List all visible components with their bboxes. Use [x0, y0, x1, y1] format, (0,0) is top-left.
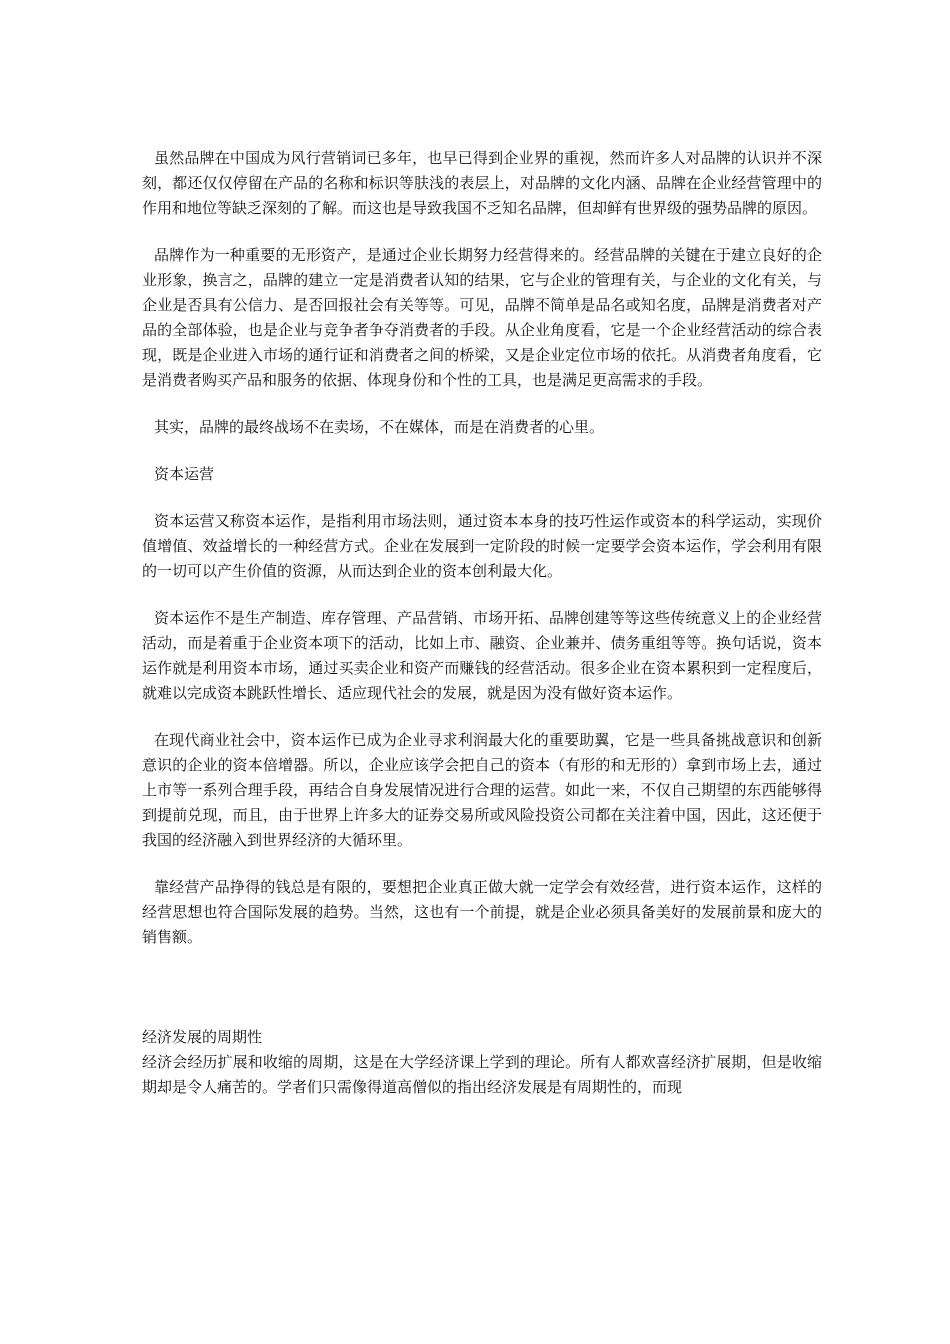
paragraph-brand-asset: 品牌作为一种重要的无形资产，是通过企业长期努力经营得来的。经营品牌的关键在于建立良好的企业形象，换言之，品牌的建立一定是消费者认知的结果，它与企业的管理有关，与企业的文化有关，与企业是否具有公信力、是否回报社会有关等等。可见，品牌不简单是品名或知名度，品牌是消费者对产品的全部体验，也是企业与竞争者争夺消费者的手段。从企业角度看，它是一个企业经营活动的综合表现，既是企业进入市场的通行证和消费者之间的桥梁，又是企业定位市场的依托。从消费者角度看，它是消费者购买产品和服务的依据、体现身份和个性的工具，也是满足更高需求的手段。 [142, 246, 822, 389]
paragraph-brand-battlefield: 其实，品牌的最终战场不在卖场，不在媒体，而是在消费者的心里。 [154, 418, 605, 436]
section-title: 经济发展的周期性 [142, 1028, 263, 1046]
paragraph-capital-definition: 资本运营又称资本运作，是指利用市场法则，通过资本本身的技巧性运作或资本的科学运动，实现价值增值、效益增长的一种经营方式。企业在发展到一定阶段的时候一定要学会资本运作，学会利用有限的一切可以产生价值的资源，从而达到企业的资本创利最大化。 [142, 512, 822, 580]
section-text: 经济会经历扩展和收缩的周期，这是在大学经济课上学到的理论。所有人都欢喜经济扩展期，但是收缩期却是令人痛苦的。学者们只需像得道高僧似的指出经济发展是有周期性的，而现 [142, 1053, 822, 1096]
paragraph-capital-limits: 靠经营产品挣得的钱总是有限的，要想把企业真正做大就一定学会有效经营，进行资本运作，这样的经营思想也符合国际发展的趋势。当然，这也有一个前提，就是企业必须具备美好的发展前景和庞大的销售额。 [142, 878, 822, 946]
section-spacer [142, 972, 822, 1025]
paragraph-brand-awareness: 虽然品牌在中国成为风行营销词已多年，也早已得到企业界的重视，然而许多人对品牌的认识并不深刻，都还仅仅停留在产品的名称和标识等肤浅的表层上，对品牌的文化内涵、品牌在企业经营管理中的作用和地位等缺乏深刻的了解。而这也是导致我国不乏知名品牌，但却鲜有世界级的强势品牌的原因。 [142, 149, 822, 217]
heading-capital-operation: 资本运营 [154, 465, 215, 483]
paragraph-capital-multiplier: 在现代商业社会中，资本运作已成为企业寻求利润最大化的重要助翼，它是一些具备挑战意识和创新意识的企业的资本倍增器。所以，企业应该学会把自己的资本（有形的和无形的）拿到市场上去，通过上市等一系列合理手段，再结合自身发展情况进行合理的运营。如此一来，不仅自己期望的东西能够得到提前兑现，而且，由于世界上许多大的证券交易所或风险投资公司都在关注着中国，因此，这还便于我国的经济融入到世界经济的大循环里。 [142, 731, 822, 849]
paragraph-capital-activities: 资本运作不是生产制造、库存管理、产品营销、市场开拓、品牌创建等等这些传统意义上的企业经营活动，而是着重于企业资本项下的活动，比如上市、融资、企业兼并、债务重组等等。换句话说，资本运作就是利用资本市场，通过买卖企业和资产而赚钱的经营活动。很多企业在资本累积到一定程度后，就难以完成资本跳跃性增长、适应现代社会的发展，就是因为没有做好资本运作。 [142, 609, 822, 702]
document-body [142, 146, 822, 1100]
